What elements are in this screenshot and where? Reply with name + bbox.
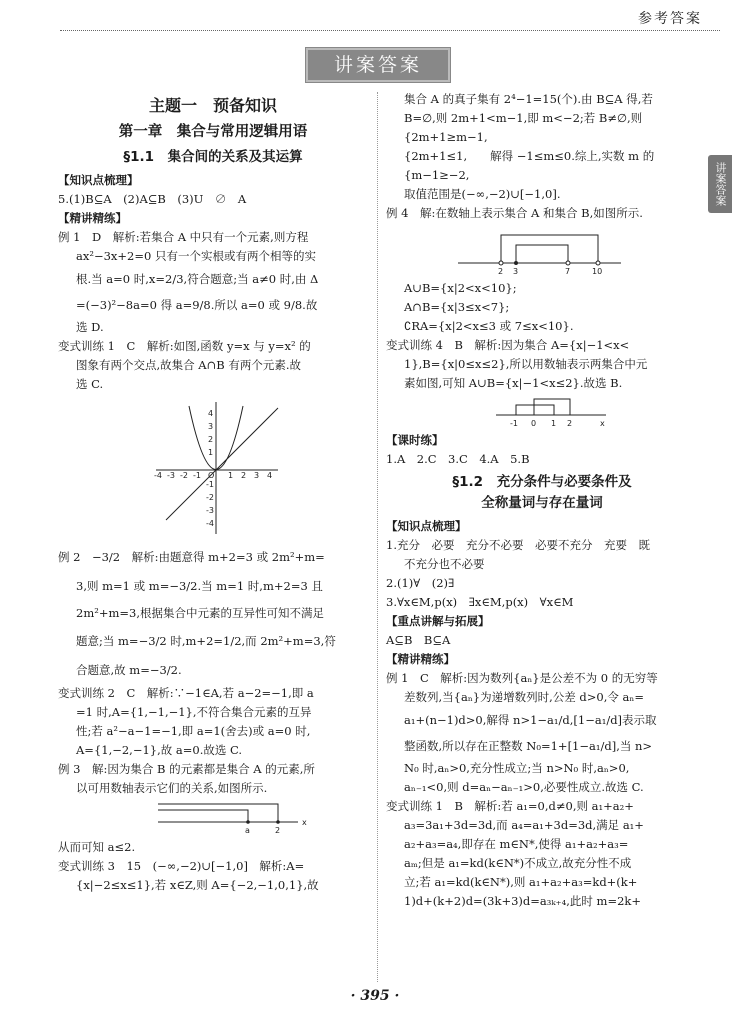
tick-label: a xyxy=(245,826,250,835)
answer-line: 变式训练 1 C 解析:如图,函数 y=x 与 y=x² 的 xyxy=(58,339,311,353)
answer-line: A={1,−2,−1},故 a=0.故选 C. xyxy=(76,743,243,757)
tick-label: 0 xyxy=(531,419,537,428)
answer-line: N₀ 时,aₙ>0,充分性成立;当 n>N₀ 时,aₙ>0, xyxy=(404,761,630,775)
answer-banner: 讲案答案 xyxy=(306,48,450,82)
tick-label: 10 xyxy=(592,267,603,276)
example4-number-line xyxy=(386,225,698,277)
answer-line: 1)d+(k+2)d=(3k+3)d=a₃ₖ₊₄,此时 m=2k+ xyxy=(404,894,642,908)
subsection-heading: 【知识点梳理】 xyxy=(386,519,467,533)
section-title-cont: 全称量词与存在量词 xyxy=(481,495,603,511)
answer-line: 例 4 解:在数轴上表示集合 A 和集合 B,如图所示. xyxy=(386,206,643,220)
header-divider xyxy=(60,30,720,31)
answer-line: 1},B={x|0≤x≤2},所以用数轴表示两集合中元 xyxy=(404,357,648,371)
answer-line: 1.充分 必要 充分不必要 必要不充分 充要 既 xyxy=(386,538,650,552)
answer-line: 性;若 a²−a−1=−1,即 a=1(舍去)或 a=0 时, xyxy=(76,724,311,738)
right-column xyxy=(386,90,698,911)
subsection-heading: 【课时练】 xyxy=(386,433,444,447)
tick-label: 1 xyxy=(551,419,557,428)
tick-label: 2 xyxy=(241,471,247,480)
answer-line: aₘ;但是 a₁=kd(k∈N*)不成立,故充分性不成 xyxy=(404,856,632,870)
tick-label: -2 xyxy=(180,471,188,480)
answer-line: 例 1 D 解析:若集合 A 中只有一个元素,则方程 xyxy=(58,230,309,244)
tick-label: 4 xyxy=(208,409,214,418)
answer-line: {m−1≥−2, xyxy=(404,168,470,182)
tick-label: x xyxy=(302,818,307,827)
answer-line: 从而可知 a≤2. xyxy=(58,840,136,854)
answer-line: 差数列,当{aₙ}为递增数列时,公差 d>0,令 aₙ= xyxy=(404,690,645,704)
subsection-heading: 【知识点梳理】 xyxy=(58,173,139,187)
tick-label: 2 xyxy=(208,435,214,444)
tick-label: x xyxy=(600,419,605,428)
tick-label: -3 xyxy=(167,471,175,480)
answer-line: 合题意,故 m=−3/2. xyxy=(76,663,182,677)
answer-line: ax²−3x+2=0 只有一个实根或有两个相等的实 xyxy=(76,249,316,263)
answer-line: aₙ₋₁<0,则 d=aₙ−aₙ₋₁>0,必要性成立.故选 C. xyxy=(404,780,644,794)
answer-line: 3.∀x∈M,p(x) ∃x∈M,p(x) ∀x∈M xyxy=(386,595,574,609)
answer-line: A∩B={x|3≤x<7}; xyxy=(404,300,510,314)
answer-line: ∁RA={x|2<x≤3 或 7≤x<10}. xyxy=(404,319,574,333)
answer-line: 选 C. xyxy=(76,377,104,391)
answer-line: 图象有两个交点,故集合 A∩B 有两个元素.故 xyxy=(76,358,302,372)
answer-line: A⊆B B⊆A xyxy=(386,633,451,647)
tick-label: 7 xyxy=(565,267,571,276)
answer-line: 变式训练 2 C 解析:∵−1∈A,若 a−2=−1,即 a xyxy=(58,686,314,700)
answer-line: a₃=3a₁+3d=3d,而 a₄=a₁+3d=3d,满足 a₁+ xyxy=(404,818,644,832)
answer-line: 变式训练 4 B 解析:因为集合 A={x|−1<x< xyxy=(386,338,630,352)
tick-label: O xyxy=(208,471,215,480)
answer-line: 2.(1)∀ (2)∃ xyxy=(386,576,455,590)
answer-line: 素如图,可知 A∪B={x|−1<x≤2}.故选 B. xyxy=(404,376,623,390)
theme-title: 主题一 预备知识 xyxy=(148,96,277,115)
answer-line: 不充分也不必要 xyxy=(404,557,485,571)
answer-line: a₁+(n−1)d>0,解得 n>1−a₁/d,[1−a₁/d]表示取 xyxy=(404,713,657,727)
tick-label: -1 xyxy=(193,471,201,480)
answer-line: 1.A 2.C 3.C 4.A 5.B xyxy=(386,452,530,466)
answer-line: 5.(1)B⊆A (2)A⊆B (3)U ∅ A xyxy=(58,192,247,206)
section-title: §1.1 集合间的关系及其运算 xyxy=(123,149,303,165)
answer-line: a₂+a₃=a₄,即存在 m∈N*,使得 a₁+a₂+a₃= xyxy=(404,837,629,851)
answer-line: =1 时,A={1,−1,−1},不符合集合元素的互异 xyxy=(76,705,312,719)
answer-line: {2m+1≥m−1, xyxy=(404,130,488,144)
header-title: 参考答案 xyxy=(638,11,702,27)
tick-label: -1 xyxy=(510,419,518,428)
tick-label: 3 xyxy=(513,267,519,276)
tick-label: -3 xyxy=(206,506,214,515)
answer-line: 变式训练 1 B 解析:若 a₁=0,d≠0,则 a₁+a₂+ xyxy=(386,799,634,813)
example3-number-line xyxy=(58,800,368,836)
subsection-heading: 【精讲精练】 xyxy=(58,211,127,225)
variant4-number-line xyxy=(386,395,698,429)
answer-line: 集合 A 的真子集有 2⁴−1=15(个).由 B⊆A 得,若 xyxy=(404,92,653,106)
column-divider xyxy=(377,92,378,982)
chapter-title: 第一章 集合与常用逻辑用语 xyxy=(118,124,308,140)
tick-label: -4 xyxy=(154,471,162,480)
answer-line: 根.当 a=0 时,x=2/3,符合题意;当 a≠0 时,由 Δ xyxy=(76,272,319,286)
page-number: · 395 · xyxy=(350,988,400,1004)
answer-line: 例 2 −3/2 解析:由题意得 m+2=3 或 2m²+m= xyxy=(58,550,325,564)
tick-label: 4 xyxy=(267,471,273,480)
tick-label: 3 xyxy=(254,471,260,480)
answer-line: 3,则 m=1 或 m=−3/2.当 m=1 时,m+2=3 且 xyxy=(76,579,323,593)
tick-label: -2 xyxy=(206,493,214,502)
tick-label: 3 xyxy=(208,422,214,431)
answer-line: 2m²+m=3,根据集合中元素的互异性可知不满足 xyxy=(76,606,324,620)
side-tab[interactable]: 讲案答案 xyxy=(708,155,732,213)
answer-line: {2m+1≤1, 解得 −1≤m≤0.综上,实数 m 的 xyxy=(404,149,655,163)
answer-line: 选 D. xyxy=(76,320,104,334)
tick-label: 1 xyxy=(208,448,214,457)
subsection-heading: 【重点讲解与拓展】 xyxy=(386,614,490,628)
answer-line: 立;若 a₁=kd(k∈N*),则 a₁+a₂+a₃=kd+(k+ xyxy=(404,875,638,889)
page-header xyxy=(0,0,750,32)
answer-line: 题意;当 m=−3/2 时,m+2=1/2,而 2m²+m=3,符 xyxy=(76,634,336,648)
answer-line: {x|−2≤x≤1},若 x∈Z,则 A={−2,−1,0,1},故 xyxy=(76,878,319,892)
tick-label: 2 xyxy=(567,419,573,428)
tick-label: -1 xyxy=(206,480,214,489)
tick-label: 2 xyxy=(498,267,504,276)
subsection-heading: 【精讲精练】 xyxy=(386,652,455,666)
answer-line: B=∅,则 2m+1<m−1,即 m<−2;若 B≠∅,则 xyxy=(404,111,643,125)
answer-line: 例 1 C 解析:因为数列{aₙ}是公差不为 0 的无穷等 xyxy=(386,671,658,685)
answer-line: 整函数,所以存在正整数 N₀=1+[1−a₁/d],当 n> xyxy=(404,739,653,753)
answer-line: 变式训练 3 15 (−∞,−2)∪[−1,0] 解析:A= xyxy=(58,859,305,873)
tick-label: 1 xyxy=(228,471,234,480)
answer-line: 以可用数轴表示它们的关系,如图所示. xyxy=(76,781,268,795)
tick-label: -4 xyxy=(206,519,214,528)
parabola-line-graph xyxy=(58,398,368,536)
answer-line: A∪B={x|2<x<10}; xyxy=(404,281,517,295)
tick-label: 2 xyxy=(275,826,281,835)
answer-line: 取值范围是(−∞,−2)∪[−1,0]. xyxy=(404,187,561,201)
answer-line: 例 3 解:因为集合 B 的元素都是集合 A 的元素,所 xyxy=(58,762,315,776)
section-title: §1.2 充分条件与必要条件及 xyxy=(452,474,632,490)
answer-line: =(−3)²−8a=0 得 a=9/8.所以 a=0 或 9/8.故 xyxy=(76,298,318,312)
left-column xyxy=(58,90,368,895)
